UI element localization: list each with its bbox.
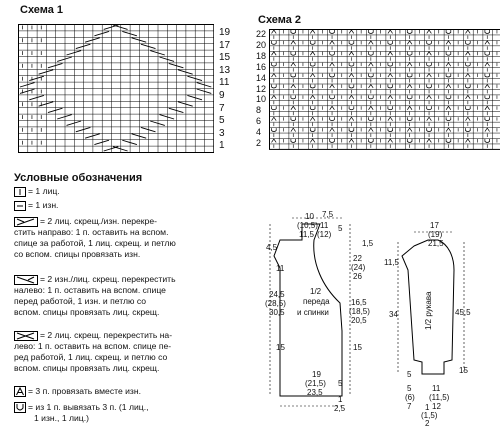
row-number: 1 xyxy=(219,140,225,152)
legend-text: со вспом. спицы провязать изн. xyxy=(14,249,141,259)
label: и спинки xyxy=(297,308,329,317)
label: 1 xyxy=(338,395,343,404)
label: 26 xyxy=(353,272,362,281)
label: 11,5 xyxy=(299,230,314,239)
row-number: 13 xyxy=(219,64,231,76)
label: 15 xyxy=(276,343,285,352)
legend-item-purl xyxy=(14,200,58,211)
row-number: 5 xyxy=(219,115,225,127)
purl-symbol-icon xyxy=(14,201,26,211)
row-number: 16 xyxy=(256,61,267,72)
label: 1/2 xyxy=(310,287,322,296)
label: (10,5) xyxy=(297,221,318,230)
row-number: 18 xyxy=(256,50,267,61)
label: 1 xyxy=(425,403,430,412)
legend-text: вспом. спицы провязать лиц. скрещ. xyxy=(14,307,160,317)
label: 1,5 xyxy=(362,239,374,248)
label: (24) xyxy=(351,263,366,272)
label: 11 xyxy=(276,264,285,273)
label: 7,5 xyxy=(322,210,334,219)
legend-item-cross-left-purl xyxy=(14,274,176,318)
legend-text: налево: 1 п. оставить на вспом. спице xyxy=(14,285,166,295)
label: 4,5 xyxy=(266,243,278,252)
legend-text: стить направо: 1 п. оставить на вспом. xyxy=(14,227,169,237)
label: 23,5 xyxy=(307,388,323,397)
label: переда xyxy=(303,297,330,306)
label: 2 xyxy=(425,419,430,428)
scheme2-chart xyxy=(255,29,500,151)
label: (1,5) xyxy=(421,411,438,420)
legend-item-cross-left-knit xyxy=(14,330,172,374)
legend-text: = 2 лиц. скрещ./изн. перекре- xyxy=(40,216,157,226)
row-number: 19 xyxy=(219,27,231,38)
row-number: 15 xyxy=(219,52,231,64)
row-number: 17 xyxy=(219,39,231,51)
row-number: 14 xyxy=(256,72,267,83)
label: 45,5 xyxy=(455,308,471,317)
label: 5 xyxy=(407,384,412,393)
legend-text: перед работой, 1 изн. и петлю со xyxy=(14,296,147,306)
legend-text: вспом. спицы провязать лиц. скрещ. xyxy=(14,363,160,373)
legend-text: = 1 изн. xyxy=(28,200,59,210)
three-from-one-symbol-icon xyxy=(14,402,26,413)
legend-item-three-together xyxy=(14,386,141,397)
label: 22 xyxy=(353,254,362,263)
label: (19) xyxy=(428,230,443,239)
label: 16,5 xyxy=(351,298,367,307)
row-number: 2 xyxy=(256,138,262,148)
label: 7 xyxy=(407,402,412,411)
cross-left-purl-symbol-icon xyxy=(14,275,38,285)
legend-text: 1 изн., 1 лиц.) xyxy=(34,413,89,424)
knit-symbol-icon xyxy=(14,187,26,197)
label: 2,5 xyxy=(334,404,346,413)
label: 30,5 xyxy=(269,308,285,317)
cross-left-knit-symbol-icon xyxy=(14,331,38,341)
scheme2-title: Схема 2 xyxy=(258,14,302,26)
label: (11,5) xyxy=(429,393,450,402)
label: 11 xyxy=(432,384,441,393)
row-number: 20 xyxy=(256,39,267,50)
row-number: 8 xyxy=(256,105,262,116)
label: 21,5 xyxy=(428,239,444,248)
label: 24,5 xyxy=(269,290,285,299)
label: (18,5) xyxy=(349,307,370,316)
label: 15 xyxy=(353,343,362,352)
label: 1/2 рукава xyxy=(424,291,433,330)
row-number: 12 xyxy=(256,83,267,94)
label: (21,5) xyxy=(305,379,326,388)
label: 19 xyxy=(312,370,321,379)
legend-title: Условные обозначения xyxy=(14,172,143,184)
legend-text: спице за работой, 1 лиц. скрещ. и петлю xyxy=(14,238,176,248)
row-number: 3 xyxy=(219,127,225,139)
label: 11,5 xyxy=(384,258,399,267)
label: 11 xyxy=(320,221,329,230)
label: 5 xyxy=(338,224,343,233)
three-together-symbol-icon xyxy=(14,386,26,397)
label: 15 xyxy=(459,366,468,375)
legend-text: = 3 п. провязать вместе изн. xyxy=(28,386,142,396)
scheme1-title: Схема 1 xyxy=(20,4,64,16)
label: 20,5 xyxy=(351,316,367,325)
scheme1-chart xyxy=(18,24,214,154)
legend-text: лево: 1 п. оставить на вспом. спице пе- xyxy=(14,341,172,351)
legend-item-three-from-one xyxy=(14,402,148,424)
row-number: 7 xyxy=(219,102,225,114)
row-number: 10 xyxy=(256,94,267,105)
legend-item-cross-right xyxy=(14,216,176,260)
label: 17 xyxy=(430,221,439,230)
label: 5 xyxy=(407,370,412,379)
label: 12 xyxy=(432,402,441,411)
row-number: 6 xyxy=(256,116,262,127)
label: 5 xyxy=(338,379,343,388)
label: 10 xyxy=(305,212,314,221)
label: (6) xyxy=(405,393,415,402)
row-number: 9 xyxy=(219,90,225,101)
legend-text: = 1 лиц. xyxy=(28,186,60,196)
label: 34 xyxy=(389,310,398,319)
row-number: 4 xyxy=(256,127,262,138)
row-number: 11 xyxy=(219,77,230,89)
legend-text: ред работой, 1 лиц. скрещ. и петлю со xyxy=(14,352,168,362)
legend-text: = 2 лиц. скрещ. перекрестить на- xyxy=(40,330,173,340)
cross-right-symbol-icon xyxy=(14,217,38,227)
label: (28,5) xyxy=(265,299,286,308)
label: (12) xyxy=(317,230,332,239)
row-number: 22 xyxy=(256,29,267,39)
legend-text: = 2 изн./лиц. скрещ. перекрестить xyxy=(40,274,176,284)
legend-item-knit xyxy=(14,186,60,197)
legend-text: = из 1 п. вывязать 3 п. (1 лиц., xyxy=(28,402,149,412)
